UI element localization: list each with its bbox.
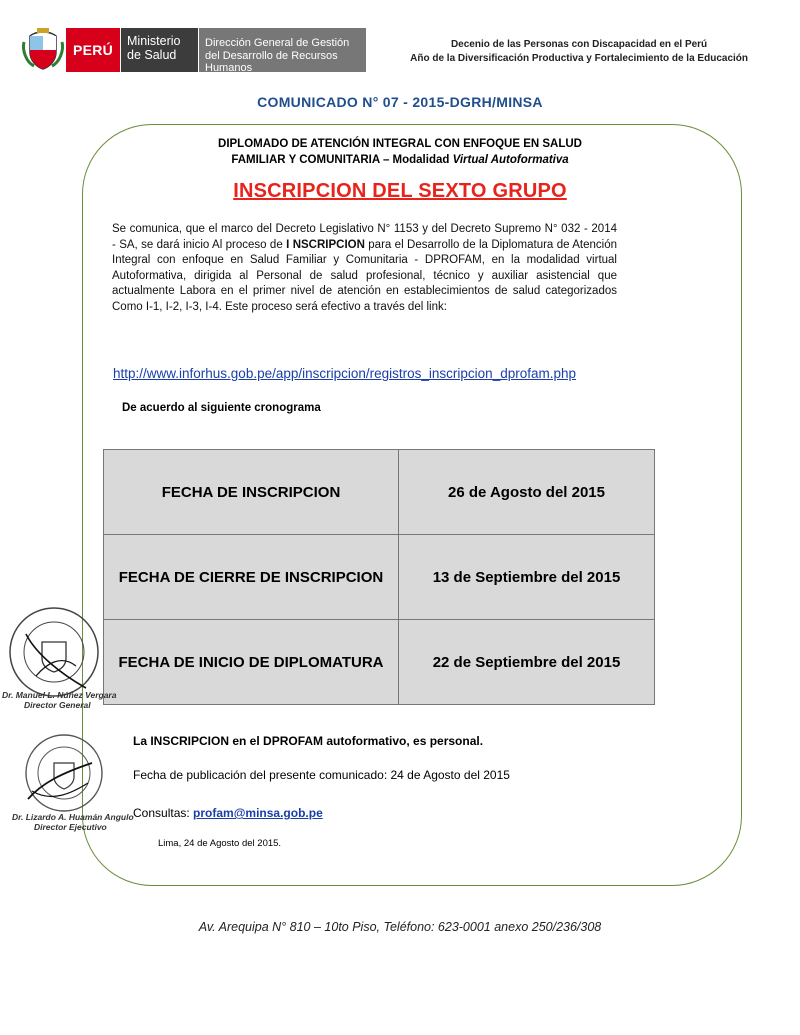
inscripcion-title: INSCRIPCION DEL SEXTO GRUPO bbox=[233, 180, 567, 202]
stamp-1-title: Director General bbox=[24, 700, 91, 710]
stamp-1-signer: Dr. Manuel L. Núñez Vergara bbox=[2, 690, 117, 700]
body-paragraph bbox=[112, 222, 617, 315]
official-seal-stamp-1 bbox=[6, 604, 102, 700]
body-bold: I NSCRIPCION bbox=[286, 238, 365, 251]
schedule-label: FECHA DE INSCRIPCION bbox=[104, 450, 399, 535]
logo-direccion-label: Dirección General de Gestión del Desarrollo de Recursos Humanos bbox=[198, 28, 366, 72]
schedule-value: 22 de Septiembre del 2015 bbox=[399, 620, 655, 705]
stamp-2-title: Director Ejecutivo bbox=[34, 822, 107, 832]
publication-date-note: Fecha de publicación del presente comunicado: 24 de Agosto del 2015 bbox=[133, 768, 510, 782]
diplomado-line-2 bbox=[150, 152, 650, 168]
schedule-value: 26 de Agosto del 2015 bbox=[399, 450, 655, 535]
diplomado-title bbox=[150, 136, 650, 168]
header bbox=[0, 0, 800, 80]
personal-note: La INSCRIPCION en el DPROFAM autoformativo, es personal. bbox=[133, 734, 484, 748]
schedule-label: FECHA DE INICIO DE DIPLOMATURA bbox=[104, 620, 399, 705]
cronograma-label: De acuerdo al siguiente cronograma bbox=[122, 402, 321, 414]
minsa-logo bbox=[66, 28, 366, 72]
footer-address: Av. Arequipa N° 810 – 10to Piso, Teléfono: 623-0001 anexo 250/236/308 bbox=[198, 920, 602, 934]
logo-ministerio-label: Ministerio de Salud bbox=[120, 28, 198, 72]
comunicado-title: COMUNICADO N° 07 - 2015-DGRH/MINSA bbox=[257, 94, 543, 110]
decenio-line-2: Año de la Diversificación Productiva y Fortalecimiento de la Educación bbox=[410, 53, 748, 64]
lima-date: Lima, 24 de Agosto del 2015. bbox=[158, 838, 282, 849]
schedule-value: 13 de Septiembre del 2015 bbox=[399, 535, 655, 620]
decenio-heading bbox=[410, 38, 748, 66]
table-row bbox=[104, 620, 655, 705]
consultas-label: Consultas: bbox=[133, 806, 194, 820]
decenio-line-1: Decenio de las Personas con Discapacidad en el Perú bbox=[450, 39, 708, 50]
table-row bbox=[104, 450, 655, 535]
diplomado-line-1: DIPLOMADO DE ATENCIÓN INTEGRAL CON ENFOQUE EN SALUD bbox=[218, 138, 582, 150]
body-part-1: Se comunica, que el marco del Decreto Legislativo N° 1153 y del Decreto Supremo N° 032 - 2014 - SA, se dará inicio Al proceso de bbox=[112, 223, 617, 251]
diplomado-line-2-prefix: FAMILIAR Y COMUNITARIA – Modalidad bbox=[231, 154, 453, 166]
stamp-2-signer: Dr. Lizardo A. Huamán Angulo bbox=[12, 812, 134, 822]
diplomado-line-2-italic: Virtual Autoformativa bbox=[452, 154, 569, 166]
schedule-label: FECHA DE CIERRE DE INSCRIPCION bbox=[104, 535, 399, 620]
registration-link[interactable]: http://www.inforhus.gob.pe/app/inscripcion/registros_inscripcion_dprofam.php bbox=[113, 366, 577, 381]
logo-peru-label: PERÚ bbox=[66, 28, 120, 72]
coat-of-arms-icon bbox=[20, 28, 66, 72]
consultas-line bbox=[133, 806, 323, 820]
consultas-email-link[interactable]: profam@minsa.gob.pe bbox=[193, 806, 323, 820]
body-part-2: para el Desarrollo de la Diplomatura de Atención Integral con enfoque en Salud Familiar y Comunitaria - DPROFAM, en la modalidad virtual Autoformativa, dirigida al Personal de salud profesional, técnico y auxiliar asistencial que actualmente Labora en el primer nivel de atención en establecimientos de salud categorizados Como I-1, I-2, I-3, I-4. Este proceso será efectivo a través del link: bbox=[112, 238, 617, 313]
official-seal-stamp-2 bbox=[22, 733, 106, 813]
table-row bbox=[104, 535, 655, 620]
schedule-table bbox=[103, 449, 655, 705]
